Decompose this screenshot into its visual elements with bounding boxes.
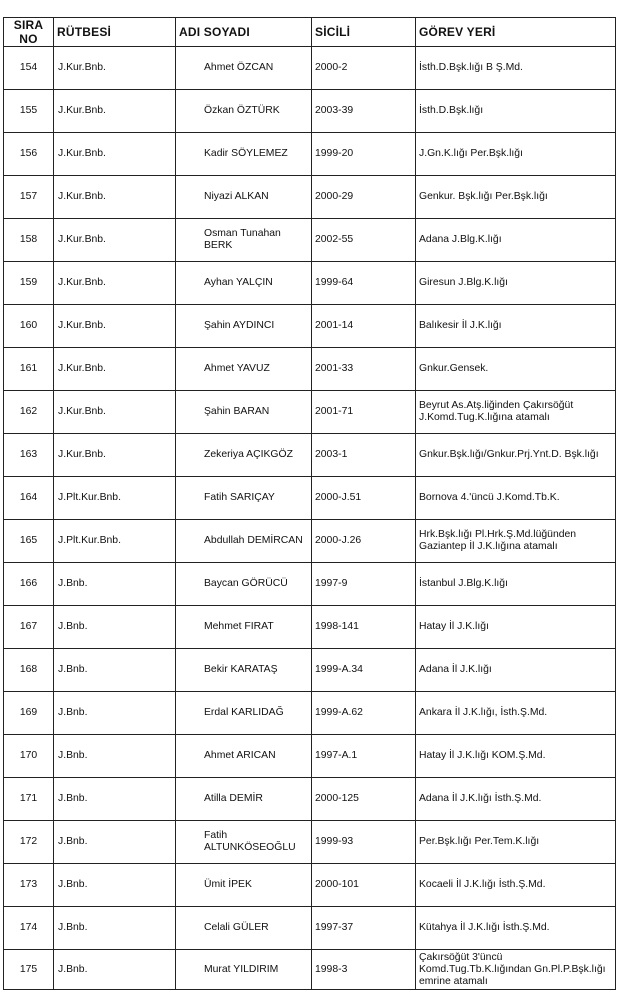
cell-registry: 2001-33 <box>312 348 416 391</box>
table-row <box>4 176 616 219</box>
header-name: ADI SOYADI <box>176 18 312 47</box>
cell-name: Ayhan YALÇIN <box>176 262 312 305</box>
cell-duty: Ankara İl J.K.lığı, İsth.Ş.Md. <box>416 692 616 735</box>
cell-name: Ahmet ÖZCAN <box>176 47 312 90</box>
cell-registry: 1999-20 <box>312 133 416 176</box>
cell-duty: Kütahya İl J.K.lığı İsth.Ş.Md. <box>416 907 616 950</box>
cell-duty: J.Gn.K.lığı Per.Bşk.lığı <box>416 133 616 176</box>
cell-rank: J.Plt.Kur.Bnb. <box>54 520 176 563</box>
table-row <box>4 563 616 606</box>
cell-duty: Hrk.Bşk.lığı Pl.Hrk.Ş.Md.lüğünden Gaziantep İl J.K.lığına atamalı <box>416 520 616 563</box>
cell-no: 174 <box>4 907 54 950</box>
cell-no: 163 <box>4 434 54 477</box>
table-row <box>4 348 616 391</box>
table-row <box>4 391 616 434</box>
cell-duty: Hatay İl J.K.lığı KOM.Ş.Md. <box>416 735 616 778</box>
table-row <box>4 950 616 990</box>
cell-duty: İsth.D.Bşk.lığı B Ş.Md. <box>416 47 616 90</box>
cell-no: 165 <box>4 520 54 563</box>
cell-no: 159 <box>4 262 54 305</box>
cell-no: 160 <box>4 305 54 348</box>
table-row <box>4 477 616 520</box>
personnel-table <box>3 17 616 990</box>
cell-name: Bekir KARATAŞ <box>176 649 312 692</box>
cell-duty: Per.Bşk.lığı Per.Tem.K.lığı <box>416 821 616 864</box>
cell-rank: J.Bnb. <box>54 735 176 778</box>
table-row <box>4 649 616 692</box>
header-rank: RÜTBESİ <box>54 18 176 47</box>
table-row <box>4 520 616 563</box>
cell-duty: Adana İl J.K.lığı <box>416 649 616 692</box>
cell-no: 166 <box>4 563 54 606</box>
cell-no: 173 <box>4 864 54 907</box>
cell-name: Atilla DEMİR <box>176 778 312 821</box>
table-row <box>4 133 616 176</box>
cell-registry: 1999-93 <box>312 821 416 864</box>
cell-registry: 2000-125 <box>312 778 416 821</box>
cell-name: Ümit İPEK <box>176 864 312 907</box>
cell-duty: Balıkesir İl J.K.lığı <box>416 305 616 348</box>
cell-duty: Beyrut As.Atş.liğinden Çakırsöğüt J.Komd.Tug.K.lığına atamalı <box>416 391 616 434</box>
cell-name: Mehmet FIRAT <box>176 606 312 649</box>
cell-no: 155 <box>4 90 54 133</box>
cell-registry: 2001-71 <box>312 391 416 434</box>
cell-no: 162 <box>4 391 54 434</box>
cell-duty: Çakırsöğüt 3'üncü Komd.Tug.Tb.K.lığından Gn.Pl.P.Bşk.lığı emrine atamalı <box>416 950 616 990</box>
cell-registry: 1997-9 <box>312 563 416 606</box>
cell-rank: J.Bnb. <box>54 821 176 864</box>
cell-rank: J.Kur.Bnb. <box>54 305 176 348</box>
cell-duty: İsth.D.Bşk.lığı <box>416 90 616 133</box>
cell-no: 161 <box>4 348 54 391</box>
cell-duty: Gnkur.Bşk.lığı/Gnkur.Prj.Ynt.D. Bşk.lığı <box>416 434 616 477</box>
table-row <box>4 219 616 262</box>
cell-registry: 1999-A.34 <box>312 649 416 692</box>
table-row <box>4 735 616 778</box>
cell-no: 169 <box>4 692 54 735</box>
cell-registry: 1998-3 <box>312 950 416 990</box>
cell-rank: J.Kur.Bnb. <box>54 47 176 90</box>
cell-no: 167 <box>4 606 54 649</box>
cell-no: 168 <box>4 649 54 692</box>
cell-rank: J.Kur.Bnb. <box>54 176 176 219</box>
cell-duty: Adana İl J.K.lığı İsth.Ş.Md. <box>416 778 616 821</box>
header-row <box>4 18 616 47</box>
cell-duty: Adana J.Blg.K.lığı <box>416 219 616 262</box>
table-body <box>4 47 616 990</box>
table-row <box>4 606 616 649</box>
cell-name: Zekeriya AÇIKGÖZ <box>176 434 312 477</box>
cell-rank: J.Kur.Bnb. <box>54 133 176 176</box>
cell-no: 158 <box>4 219 54 262</box>
cell-rank: J.Bnb. <box>54 563 176 606</box>
table-row <box>4 262 616 305</box>
cell-no: 172 <box>4 821 54 864</box>
cell-name: Murat YILDIRIM <box>176 950 312 990</box>
cell-no: 175 <box>4 950 54 990</box>
table-row <box>4 90 616 133</box>
table-row <box>4 907 616 950</box>
cell-registry: 2000-J.26 <box>312 520 416 563</box>
cell-registry: 2000-2 <box>312 47 416 90</box>
table-row <box>4 434 616 477</box>
cell-name: Fatih SARIÇAY <box>176 477 312 520</box>
cell-rank: J.Kur.Bnb. <box>54 348 176 391</box>
cell-duty: Giresun J.Blg.K.lığı <box>416 262 616 305</box>
cell-rank: J.Bnb. <box>54 907 176 950</box>
cell-no: 170 <box>4 735 54 778</box>
cell-rank: J.Kur.Bnb. <box>54 434 176 477</box>
cell-rank: J.Bnb. <box>54 692 176 735</box>
cell-no: 164 <box>4 477 54 520</box>
cell-rank: J.Bnb. <box>54 950 176 990</box>
cell-name: Kadir SÖYLEMEZ <box>176 133 312 176</box>
cell-duty: Genkur. Bşk.lığı Per.Bşk.lığı <box>416 176 616 219</box>
cell-name: Özkan ÖZTÜRK <box>176 90 312 133</box>
cell-duty: Hatay İl J.K.lığı <box>416 606 616 649</box>
cell-name: Ahmet YAVUZ <box>176 348 312 391</box>
cell-rank: J.Kur.Bnb. <box>54 391 176 434</box>
cell-registry: 1999-A.62 <box>312 692 416 735</box>
cell-rank: J.Kur.Bnb. <box>54 219 176 262</box>
table-row <box>4 864 616 907</box>
cell-name: Celali GÜLER <box>176 907 312 950</box>
cell-name: Niyazi ALKAN <box>176 176 312 219</box>
table-row <box>4 305 616 348</box>
cell-registry: 2003-39 <box>312 90 416 133</box>
cell-rank: J.Bnb. <box>54 864 176 907</box>
cell-name: Şahin BARAN <box>176 391 312 434</box>
cell-duty: İstanbul J.Blg.K.lığı <box>416 563 616 606</box>
table-row <box>4 821 616 864</box>
header-registry: SİCİLİ <box>312 18 416 47</box>
cell-name: Abdullah DEMİRCAN <box>176 520 312 563</box>
cell-duty: Bornova 4.'üncü J.Komd.Tb.K. <box>416 477 616 520</box>
table-row <box>4 47 616 90</box>
cell-rank: J.Bnb. <box>54 778 176 821</box>
cell-registry: 1999-64 <box>312 262 416 305</box>
cell-duty: Kocaeli İl J.K.lığı İsth.Ş.Md. <box>416 864 616 907</box>
header-no: SIRA NO <box>4 18 54 47</box>
cell-no: 157 <box>4 176 54 219</box>
cell-no: 156 <box>4 133 54 176</box>
cell-rank: J.Kur.Bnb. <box>54 262 176 305</box>
cell-registry: 2000-101 <box>312 864 416 907</box>
cell-registry: 2002-55 <box>312 219 416 262</box>
cell-registry: 1997-37 <box>312 907 416 950</box>
cell-name: Şahin AYDINCI <box>176 305 312 348</box>
cell-registry: 2003-1 <box>312 434 416 477</box>
cell-registry: 1998-141 <box>312 606 416 649</box>
cell-no: 154 <box>4 47 54 90</box>
cell-rank: J.Kur.Bnb. <box>54 90 176 133</box>
cell-name: Ahmet ARICAN <box>176 735 312 778</box>
cell-registry: 1997-A.1 <box>312 735 416 778</box>
cell-name: Fatih ALTUNKÖSEOĞLU <box>176 821 312 864</box>
cell-rank: J.Plt.Kur.Bnb. <box>54 477 176 520</box>
cell-registry: 2000-29 <box>312 176 416 219</box>
header-duty: GÖREV YERİ <box>416 18 616 47</box>
cell-rank: J.Bnb. <box>54 606 176 649</box>
cell-name: Osman Tunahan BERK <box>176 219 312 262</box>
table-row <box>4 692 616 735</box>
cell-registry: 2000-J.51 <box>312 477 416 520</box>
cell-registry: 2001-14 <box>312 305 416 348</box>
table-row <box>4 778 616 821</box>
cell-no: 171 <box>4 778 54 821</box>
cell-duty: Gnkur.Gensek. <box>416 348 616 391</box>
cell-name: Erdal KARLIDAĞ <box>176 692 312 735</box>
cell-name: Baycan GÖRÜCÜ <box>176 563 312 606</box>
cell-rank: J.Bnb. <box>54 649 176 692</box>
